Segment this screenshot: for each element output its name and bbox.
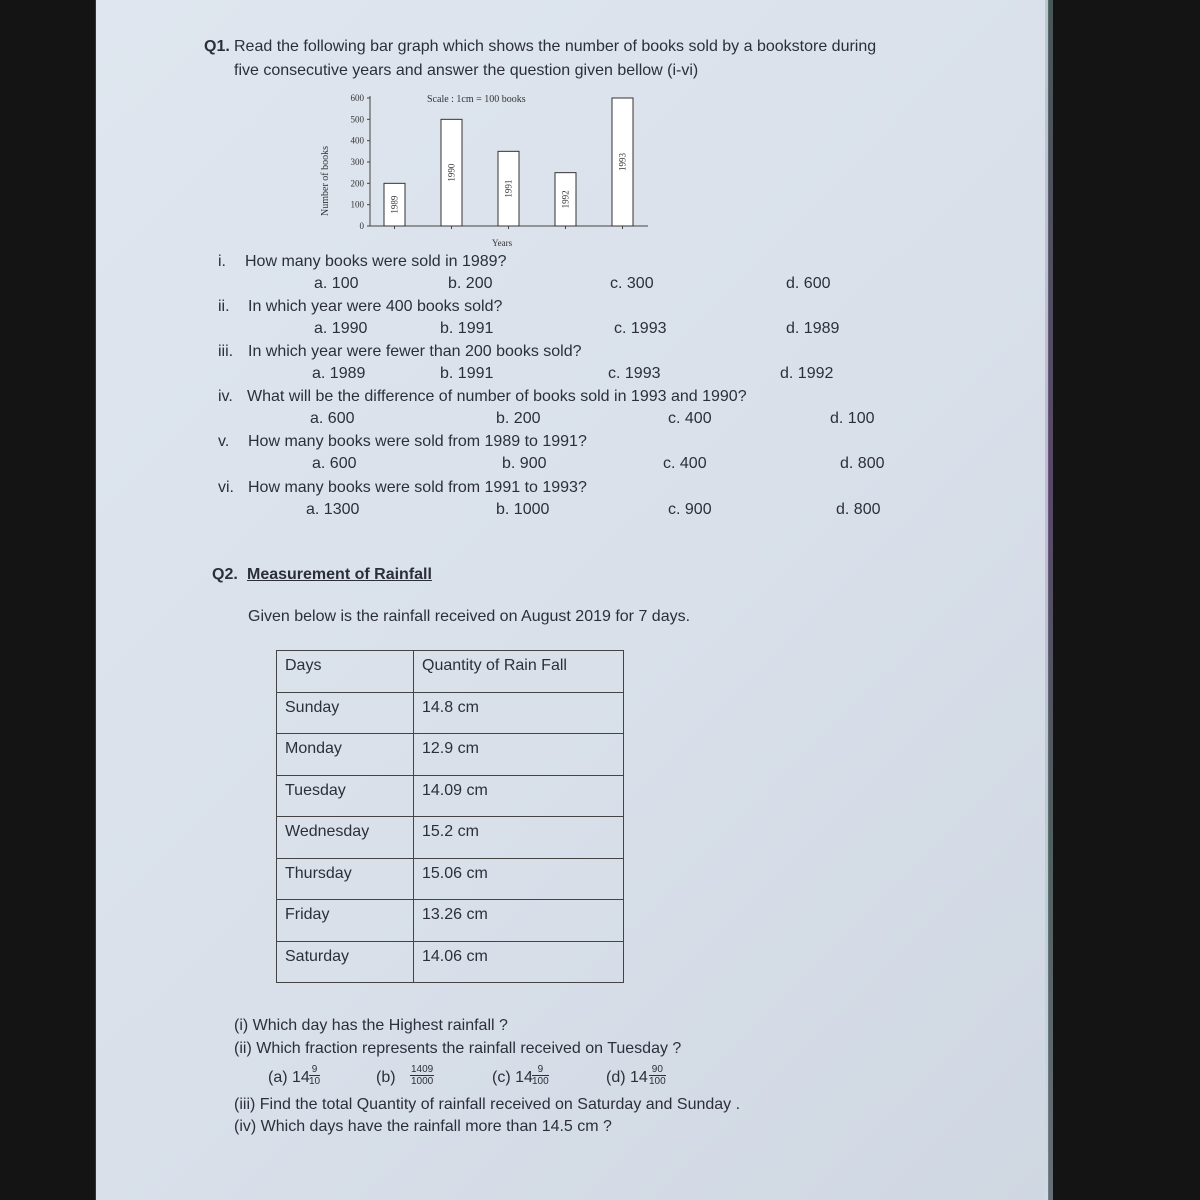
option-b-fraction [410, 1064, 434, 1087]
q2-sub-iii: (iii) Find the total Quantity of rainfall received on Saturday and Sunday . [234, 1096, 741, 1113]
question-text: In which year were fewer than 200 books sold? [248, 343, 582, 360]
option-c: c. 400 [668, 410, 712, 427]
option-a-denominator: 10 [309, 1076, 321, 1087]
table-row [277, 941, 624, 983]
q2-sub-ii: (ii) Which fraction represents the rainfall received on Tuesday ? [234, 1040, 682, 1057]
option-c-fraction [532, 1064, 549, 1087]
option-d-fraction [649, 1064, 666, 1087]
chart-y-axis-label: Number of books [320, 146, 331, 216]
day-cell: Wednesday [277, 817, 414, 859]
table-row [277, 692, 624, 734]
q2-number: Q2. [212, 566, 238, 583]
bar-year-label: 1989 [389, 195, 400, 214]
day-cell: Thursday [277, 858, 414, 900]
bar-year-label: 1991 [503, 179, 514, 198]
day-cell: Saturday [277, 941, 414, 983]
day-cell: Friday [277, 900, 414, 942]
bar-year-label: 1990 [446, 163, 457, 182]
rain-cell: 13.26 cm [414, 900, 624, 942]
q1-number: Q1. [204, 38, 230, 55]
option-c: c. 400 [663, 455, 707, 472]
rain-cell: 12.9 cm [414, 734, 624, 776]
chart-scale-title: Scale : 1cm = 100 books [427, 94, 526, 105]
option-b: b. 1991 [440, 320, 494, 337]
option-d: d. 1992 [780, 365, 834, 382]
y-tick-label: 600 [350, 93, 364, 103]
option-b: b. 200 [448, 275, 493, 292]
option-a: a. 1300 [306, 501, 360, 518]
option-a: a. 1990 [314, 320, 368, 337]
question-number: i. [218, 253, 226, 270]
rainfall-table [276, 650, 624, 983]
rain-cell: 15.06 cm [414, 858, 624, 900]
y-tick-label: 0 [359, 221, 364, 231]
y-tick-label: 400 [350, 135, 364, 146]
option-a-label: (a) 14 [268, 1069, 310, 1086]
option-b: b. 1991 [440, 365, 494, 382]
option-c-label: (c) 14 [492, 1069, 533, 1086]
y-tick-label: 200 [350, 178, 364, 189]
rain-cell: 14.06 cm [414, 941, 624, 983]
table-row [277, 775, 624, 817]
option-b: b. 200 [496, 410, 541, 427]
option-c: c. 1993 [614, 320, 667, 337]
question-text: How many books were sold from 1989 to 1991? [248, 433, 587, 450]
q2-sub-iv: (iv) Which days have the rainfall more than 14.5 cm ? [234, 1118, 612, 1135]
option-b-numerator: 1409 [411, 1064, 434, 1075]
bar-year-label: 1993 [617, 153, 628, 171]
option-c: c. 1993 [608, 365, 661, 382]
rain-cell: 14.09 cm [414, 775, 624, 817]
q2-title: Measurement of Rainfall [247, 566, 432, 583]
option-a-numerator: 9 [309, 1064, 320, 1076]
option-b-denominator: 1000 [411, 1076, 434, 1087]
option-a: a. 1989 [312, 365, 366, 382]
question-number: iii. [218, 343, 234, 360]
header-days: Days [277, 651, 414, 693]
option-d: d. 800 [840, 455, 885, 472]
option-c: c. 900 [668, 501, 712, 518]
q2-sub-i: (i) Which day has the Highest rainfall ? [234, 1017, 508, 1034]
question-text: How many books were sold from 1991 to 1993? [248, 479, 587, 496]
option-b: b. 900 [502, 455, 547, 472]
page-edge [1045, 0, 1053, 1200]
y-tick-label: 100 [350, 199, 364, 210]
y-tick-label: 300 [350, 157, 364, 167]
table-row [277, 900, 624, 942]
table-row [277, 858, 624, 900]
books-sold-bar-chart [300, 86, 670, 251]
question-number: vi. [218, 479, 234, 496]
option-a: a. 600 [312, 455, 357, 472]
rain-cell: 15.2 cm [414, 817, 624, 859]
option-c: c. 300 [610, 275, 654, 292]
question-text: What will be the difference of number of books sold in 1993 and 1990? [247, 388, 747, 405]
day-cell: Tuesday [277, 775, 414, 817]
table-header-row [277, 651, 624, 693]
option-a: a. 600 [310, 410, 355, 427]
y-tick-label: 500 [350, 114, 364, 125]
q2-intro: Given below is the rainfall received on August 2019 for 7 days. [248, 608, 691, 625]
option-d: d. 800 [836, 501, 881, 518]
option-d: d. 1989 [786, 320, 840, 337]
question-text: In which year were 400 books sold? [248, 298, 503, 315]
q1-title-line2: five consecutive years and answer the question given bellow (i-vi) [234, 62, 699, 79]
option-a-fraction [309, 1064, 320, 1087]
header-quantity: Quantity of Rain Fall [414, 651, 624, 693]
option-d: d. 600 [786, 275, 831, 292]
q1-title-line1: Read the following bar graph which shows the number of books sold by a bookstore during [234, 38, 877, 55]
option-b: b. 1000 [496, 501, 550, 518]
day-cell: Monday [277, 734, 414, 776]
bar-year-label: 1992 [560, 190, 571, 209]
rain-cell: 14.8 cm [414, 692, 624, 734]
question-text: How many books were sold in 1989? [245, 253, 507, 270]
option-b-label: (b) [376, 1069, 396, 1086]
option-d-label: (d) 14 [606, 1069, 648, 1086]
option-d-denominator: 100 [649, 1076, 666, 1087]
day-cell: Sunday [277, 692, 414, 734]
question-number: iv. [218, 388, 233, 405]
option-d-numerator: 90 [649, 1064, 666, 1076]
option-c-numerator: 9 [532, 1064, 549, 1076]
option-c-denominator: 100 [532, 1076, 549, 1087]
question-number: v. [218, 433, 230, 450]
chart-x-axis-label: Years [492, 238, 513, 248]
table-row [277, 817, 624, 859]
option-a: a. 100 [314, 275, 359, 292]
table-row [277, 734, 624, 776]
option-d: d. 100 [830, 410, 875, 427]
question-number: ii. [218, 298, 230, 315]
